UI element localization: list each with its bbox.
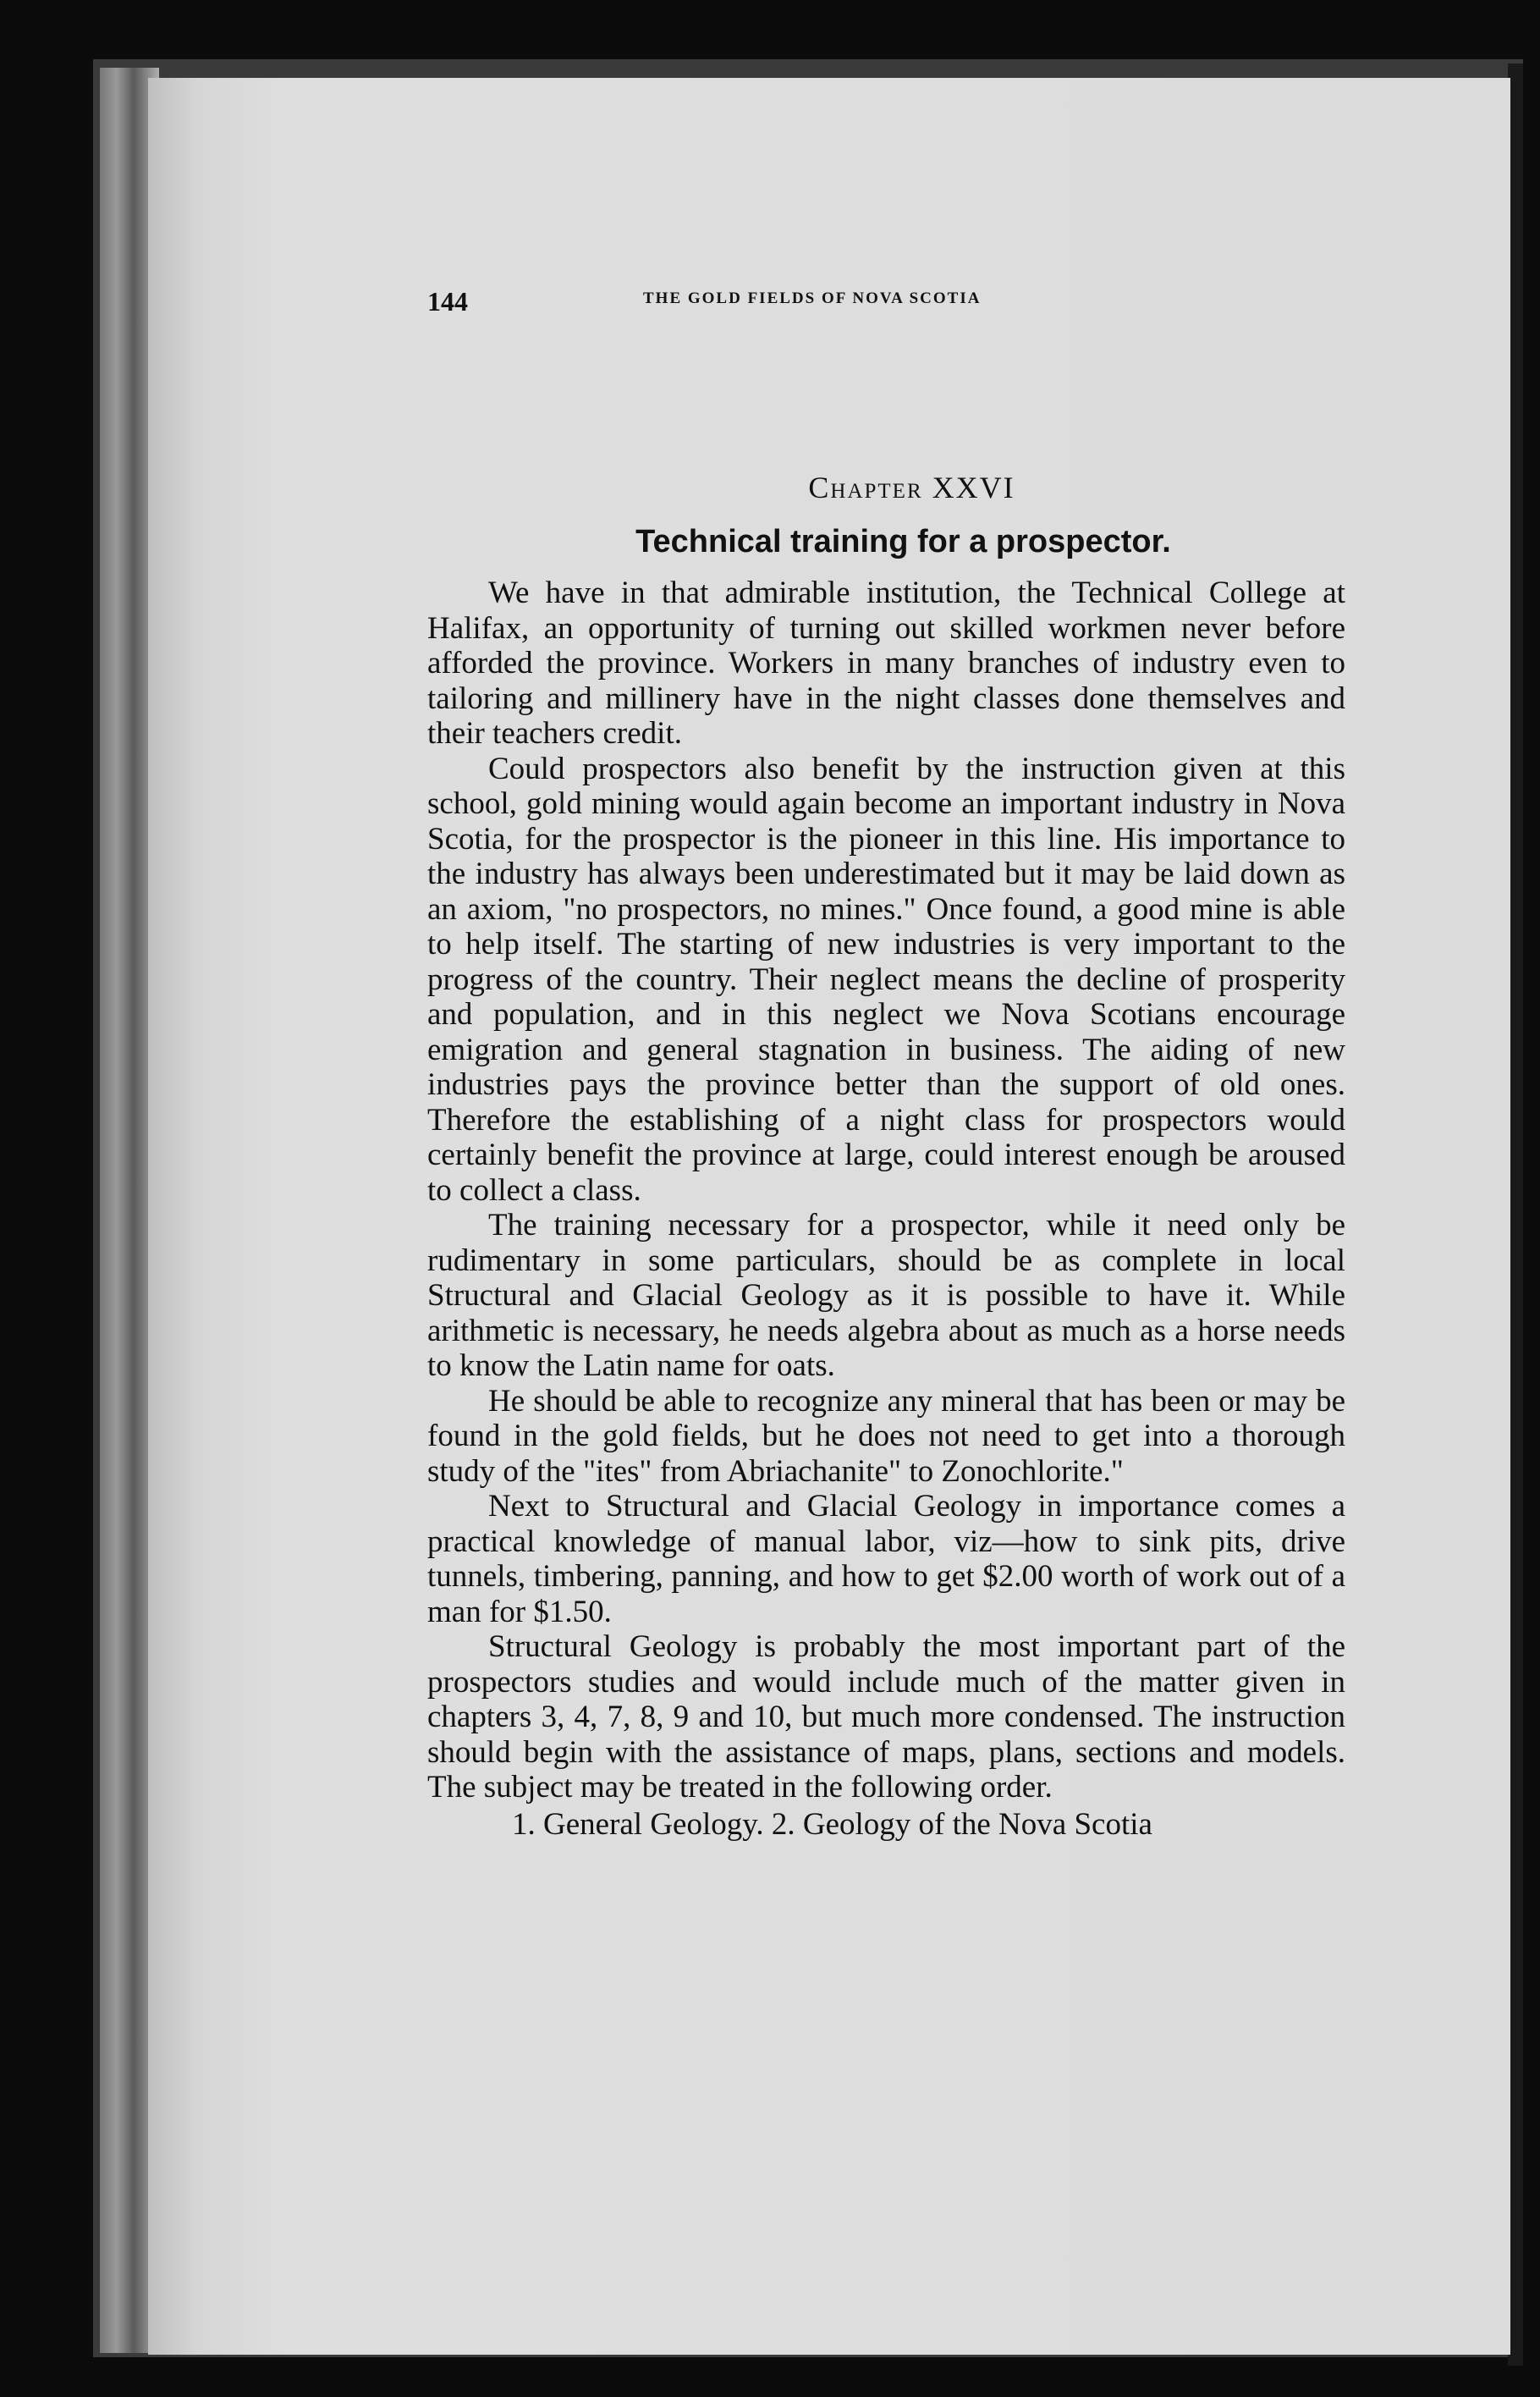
paragraph: Next to Structural and Glacial Geology in importance comes a practical knowledge of manual labor, viz—how to sink pits, drive tunnels, timbering, panning, and how to get $2.00 worth of work out of a man for $1.50.: [427, 1489, 1345, 1629]
page-number: 144: [427, 286, 468, 317]
running-head: [427, 279, 1345, 322]
chapter-title: Technical training for a prospector.: [635, 524, 1171, 559]
paragraph: The training necessary for a prospector, while it need only be rudimentary in some particulars, should be as complete in local Structural and Glacial Geology as it is possible to have it. While arithmetic is necessary, he needs algebra about as much as a horse needs to know the Latin name for oats.: [427, 1208, 1345, 1383]
paragraph: He should be able to recognize any mineral that has been or may be found in the gold fields, but he does not need to get into a thorough study of the "ites" from Abriachanite" to Zonochlorite.": [427, 1383, 1345, 1489]
numbered-list-line: 1. General Geology. 2. Geology of the Nova Scotia: [512, 1806, 1152, 1842]
paragraph: Could prospectors also benefit by the instruction given at this school, gold mining would again become an important industry in Nova Scotia, for the prospector is the pioneer in this line. His importance to the industry has always been underestimated but it may be laid down as an axiom, "no prospectors, no mines." Once found, a good mine is able to help itself. The starting of new industries is very important to the progress of the country. Their neglect means the decline of prosperity and population, and in this neglect we Nova Scotians encourage emigration and general stagnation in business. The aiding of new industries pays the province better than the support of old ones. Therefore the establishing of a night class for prospectors would certainly benefit the province at large, could interest enough be aroused to collect a class.: [427, 751, 1345, 1208]
paragraph: We have in that admirable institution, the Technical College at Halifax, an opportunity of turning out skilled workmen never before afforded the province. Workers in many branches of industry even to tailoring and millinery have in the night classes done themselves and their teachers credit.: [427, 576, 1345, 751]
body-text: [427, 576, 1345, 1805]
page-content: [427, 279, 1345, 1842]
running-title: THE GOLD FIELDS OF NOVA SCOTIA: [643, 289, 982, 307]
chapter-label: Chapter XXVI: [808, 471, 1015, 504]
paragraph: Structural Geology is probably the most important part of the prospectors studies and would include much of the matter given in chapters 3, 4, 7, 8, 9 and 10, but much more condensed. The instruction should begin with the assistance of maps, plans, sections and models. The subject may be treated in the following order.: [427, 1629, 1345, 1805]
